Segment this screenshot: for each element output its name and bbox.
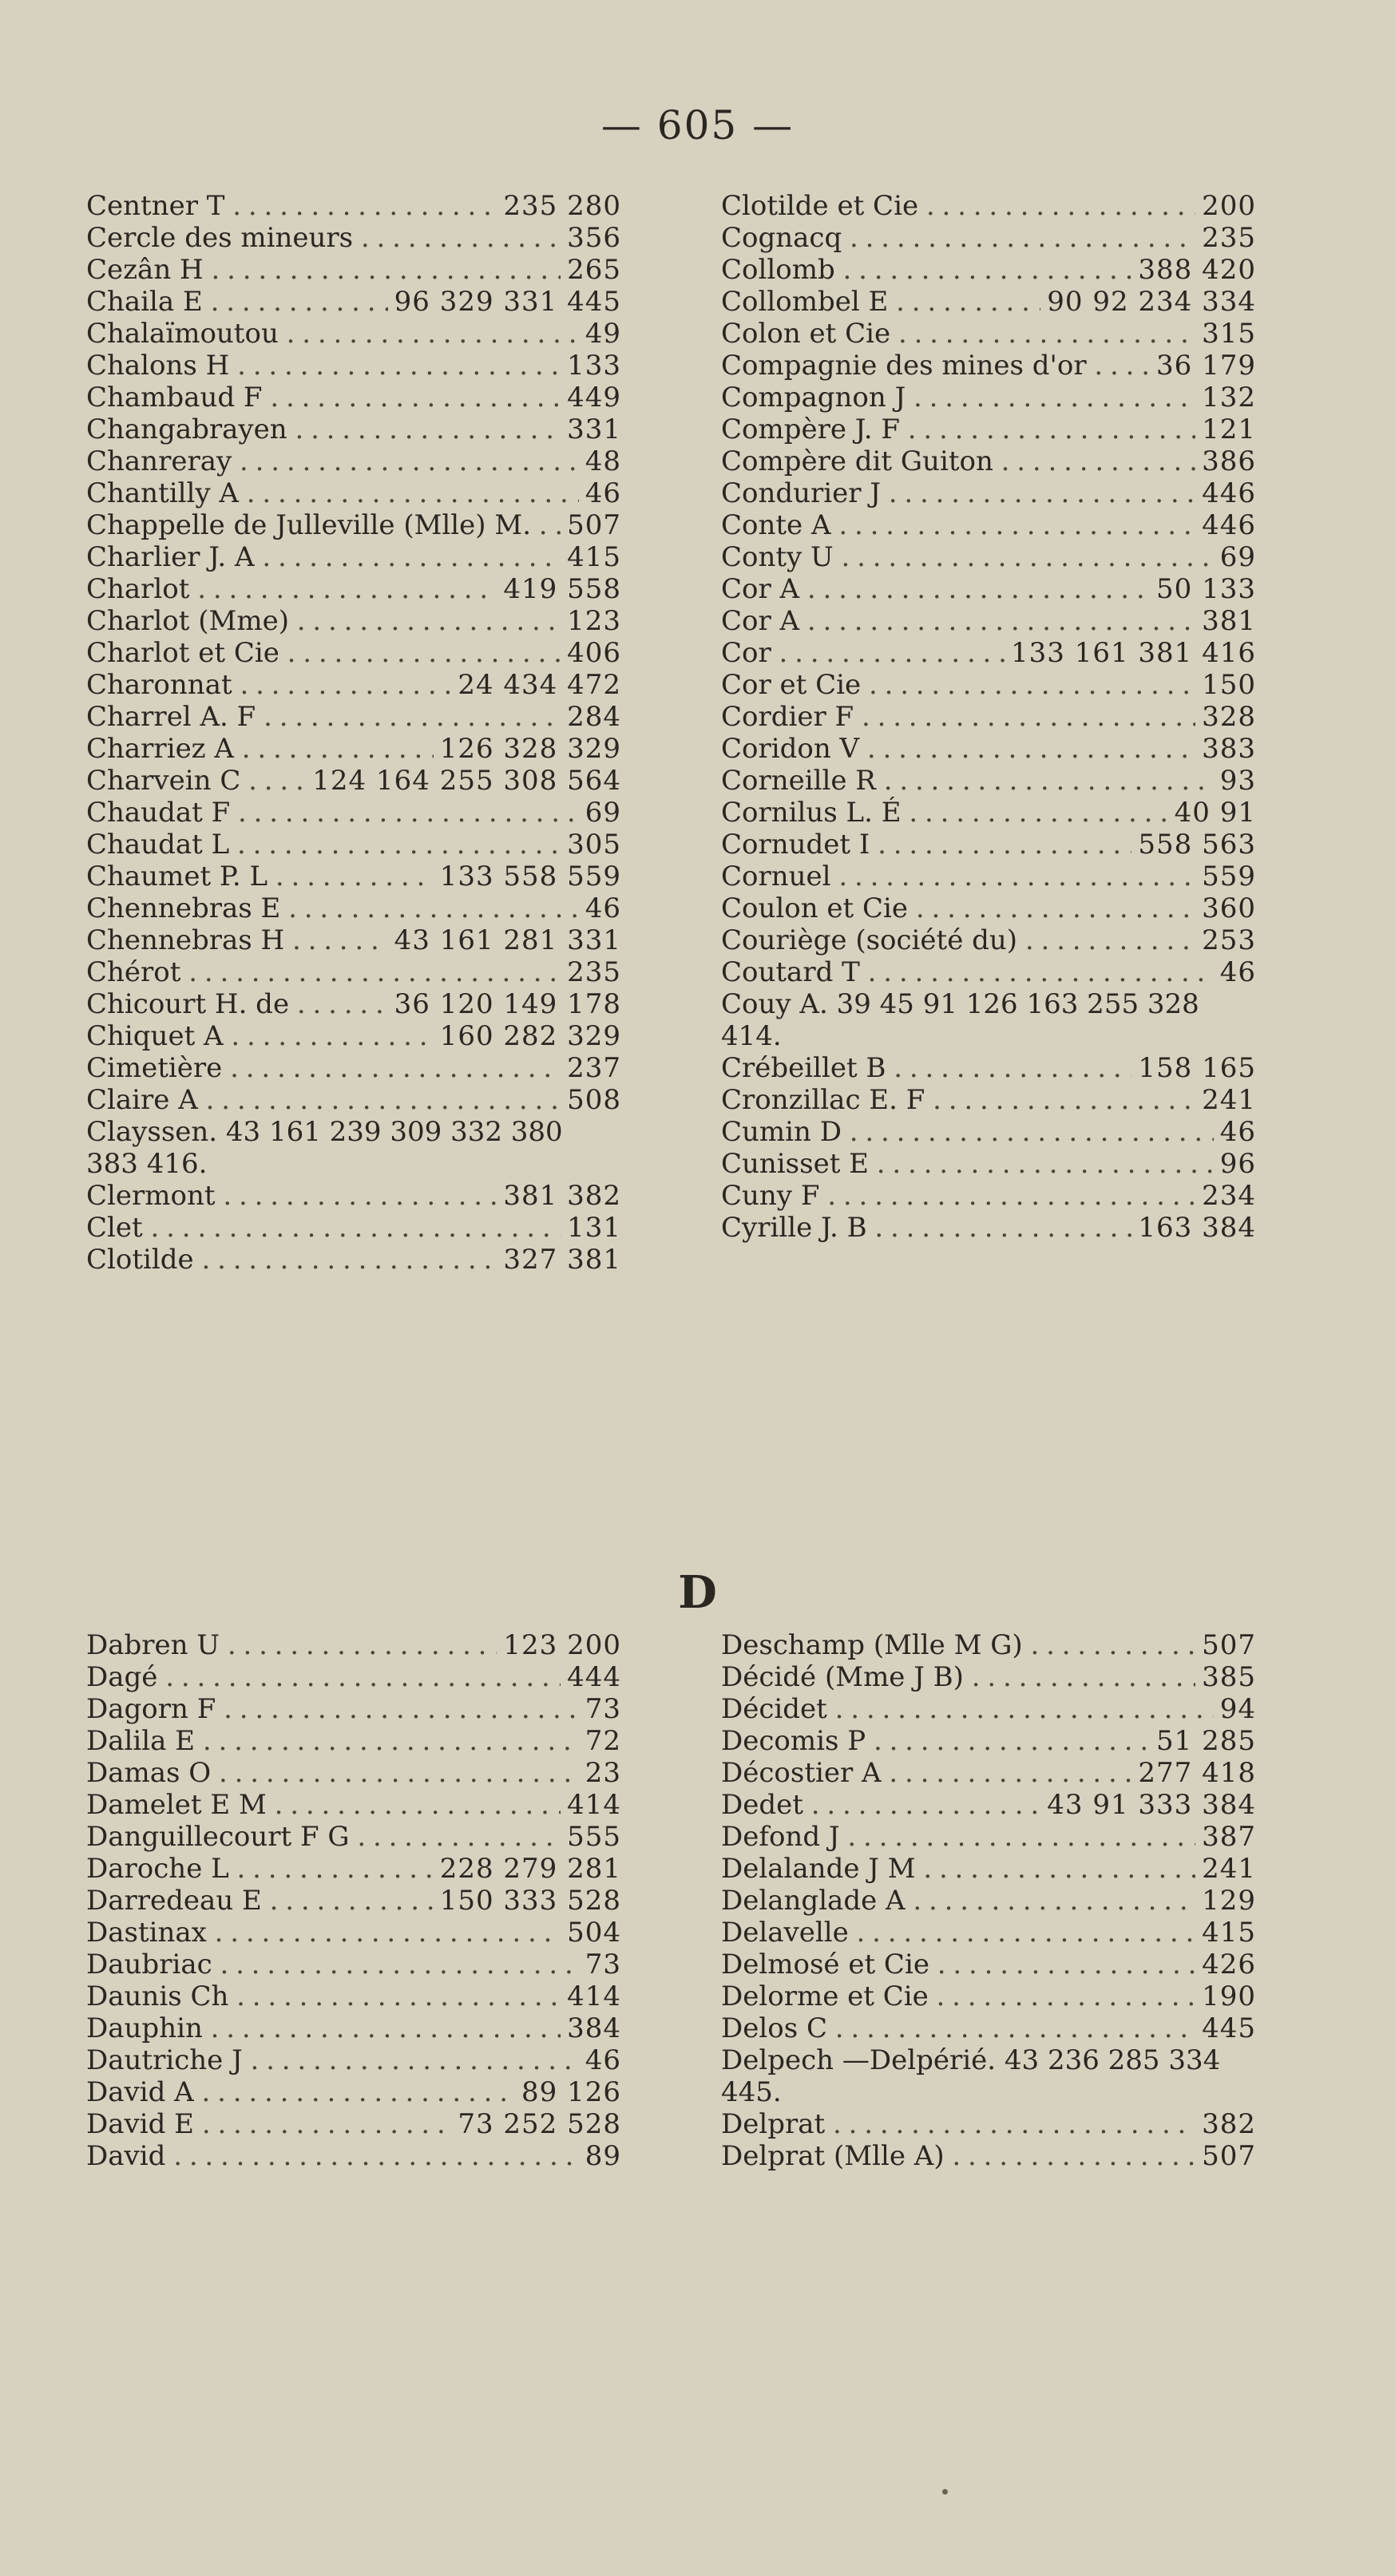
entry-page-refs: 265 [561,254,621,286]
index-entry [86,254,621,286]
entry-name: Dalila E . . . [86,1725,621,1757]
entry-page-refs: 133 161 381 416 [1005,637,1256,669]
index-entry [86,892,621,924]
entry-name: David E . . . [86,2108,621,2140]
entry-page-refs: 384 [561,2012,621,2044]
index-entry [721,2108,1256,2140]
index-entry [721,829,1256,861]
entry-page-refs: 90 92 234 334 [1040,286,1256,318]
entry-page-refs: 228 279 281 [434,1853,621,1885]
index-entry [86,286,621,318]
entry-name: Décostier A . . . [721,1757,1256,1789]
index-entry [721,573,1256,605]
index-entry [721,477,1256,509]
index-entry [86,1821,621,1853]
entry-name: Décidet . . . [721,1693,1256,1725]
entry-page-refs: 381 [1195,605,1256,637]
entry-page-refs: 558 563 [1131,829,1256,861]
index-entry [86,382,621,414]
entry-name: Cornilus L. É . . . [721,797,1256,829]
entry-name: Charrel A. F . . . [86,701,621,733]
entry-page-refs: 96 [1214,1148,1256,1180]
entry-page-refs: 43 161 281 331 [388,924,621,956]
index-entry [721,509,1256,541]
entry-page-refs: 24 434 472 [451,669,621,701]
entry-page-refs: 200 [1195,190,1256,222]
index-entry [86,509,621,541]
index-entry [86,1789,621,1821]
entry-page-refs: 94 [1214,1693,1256,1725]
index-entry [721,382,1256,414]
entry-name: Chaudat L . . . [86,829,621,861]
entry-page-refs: 89 126 [515,2076,621,2108]
index-entry [86,1725,621,1757]
entry-name: Coulon et Cie . . . [721,892,1256,924]
index-entry [721,988,1256,1052]
entry-page-refs: 36 179 [1150,350,1256,382]
entry-page-refs: 253 [1195,924,1256,956]
index-entry [86,861,621,892]
entry-name: Cuny F . . . [721,1180,1256,1212]
index-entry [86,1917,621,1949]
entry-name: Cronzillac E. F . . . [721,1084,1256,1116]
index-entry [86,797,621,829]
entry-name: Charlot (Mme) . . . [86,605,621,637]
entry-name: Couy A. 39 45 91 126 163 255 328 414. [721,988,1256,1052]
index-entry [86,477,621,509]
entry-page-refs: 72 [579,1725,621,1757]
entry-page-refs: 40 91 [1168,797,1256,829]
entry-name: Cor . . . [721,637,1256,669]
entry-name: Delos C . . . [721,2012,1256,2044]
entry-name: Cor A . . . [721,573,1256,605]
index-entry [721,1917,1256,1949]
entry-name: Conte A . . . [721,509,1256,541]
index-entry [721,892,1256,924]
index-column-c-right [721,190,1256,1244]
entry-page-refs: 507 [1195,2140,1256,2172]
entry-page-refs: 150 [1195,669,1256,701]
entry-page-refs: 388 420 [1131,254,1256,286]
index-entry [721,1084,1256,1116]
index-entry [86,669,621,701]
index-entry [86,1116,621,1180]
index-entry [86,573,621,605]
entry-name: Decomis P . . . [721,1725,1256,1757]
entry-name: Charlot et Cie . . . [86,637,621,669]
entry-name: Chappelle de Julleville (Mlle) M. . . . [86,509,621,541]
index-entry [721,637,1256,669]
entry-page-refs: 234 [1195,1180,1256,1212]
index-entry [721,445,1256,477]
entry-name: Clet . . . [86,1212,621,1244]
entry-name: Delprat (Mlle A) . . . [721,2140,1256,2172]
entry-page-refs: 414 [561,1789,621,1821]
index-entry [86,1052,621,1084]
entry-name: Delavelle . . . [721,1917,1256,1949]
entry-name: Chaila E . . . [86,286,621,318]
index-entry [86,350,621,382]
entry-name: Chennebras E . . . [86,892,621,924]
entry-page-refs: 150 333 528 [434,1885,621,1917]
index-entry [86,1084,621,1116]
entry-name: Cyrille J. B . . . [721,1212,1256,1244]
entry-name: Compagnie des mines d'or . . . [721,350,1256,382]
entry-page-refs: 387 [1195,1821,1256,1853]
entry-name: Chiquet A . . . [86,1020,621,1052]
entry-page-refs: 559 [1195,861,1256,892]
entry-name: Chaudat F . . . [86,797,621,829]
index-entry [721,286,1256,318]
index-entry [721,2044,1256,2108]
entry-name: Cunisset E . . . [721,1148,1256,1180]
entry-page-refs: 158 165 [1131,1052,1256,1084]
entry-name: Dautriche J . . . [86,2044,621,2076]
entry-name: Cumin D . . . [721,1116,1256,1148]
entry-name: Cognacq . . . [721,222,1256,254]
entry-page-refs: 23 [579,1757,621,1789]
entry-name: Charlier J. A . . . [86,541,621,573]
entry-page-refs: 381 382 [497,1180,621,1212]
entry-name: Chanreray . . . [86,445,621,477]
entry-page-refs: 132 [1195,382,1256,414]
entry-name: Chérot . . . [86,956,621,988]
entry-name: Darredeau E . . . [86,1885,621,1917]
entry-name: Clermont . . . [86,1180,621,1212]
entry-page-refs: 73 252 528 [451,2108,621,2140]
index-entry [86,1180,621,1212]
entry-name: Coutard T . . . [721,956,1256,988]
index-entry [86,414,621,445]
index-entry [86,1020,621,1052]
index-entry [721,669,1256,701]
entry-name: Chantilly A . . . [86,477,621,509]
entry-name: Couriège (société du) . . . [721,924,1256,956]
entry-name: Collomb . . . [721,254,1256,286]
entry-name: Chalons H . . . [86,350,621,382]
entry-page-refs: 446 [1195,477,1256,509]
index-entry [721,190,1256,222]
entry-page-refs: 46 [579,477,621,509]
entry-name: Clotilde . . . [86,1244,621,1276]
entry-name: Dauphin . . . [86,2012,621,2044]
entry-name: Delalande J M . . . [721,1853,1256,1885]
index-column-d-left [86,1629,621,2172]
entry-page-refs: 36 120 149 178 [388,988,621,1020]
entry-name: Chambaud F . . . [86,382,621,414]
entry-name: Colon et Cie . . . [721,318,1256,350]
entry-name: Dedet . . . [721,1789,1256,1821]
index-entry [86,318,621,350]
entry-name: Delpech —Delpérié. 43 236 285 334 445. [721,2044,1256,2108]
entry-page-refs: 124 164 255 308 564 [306,765,621,797]
index-entry [86,1757,621,1789]
entry-page-refs: 89 [579,2140,621,2172]
index-entry [721,1853,1256,1885]
entry-page-refs: 133 [561,350,621,382]
entry-page-refs: 48 [579,445,621,477]
index-entry [721,733,1256,765]
index-entry [721,1949,1256,1980]
index-entry [721,414,1256,445]
entry-page-refs: 449 [561,382,621,414]
ink-speck [942,2489,948,2495]
entry-page-refs: 331 [561,414,621,445]
entry-page-refs: 507 [1195,1629,1256,1661]
index-entry [721,956,1256,988]
index-entry [86,701,621,733]
entry-name: Cercle des mineurs . . . [86,222,621,254]
index-entry [86,1244,621,1276]
entry-page-refs: 46 [1214,956,1256,988]
index-column-d-right [721,1629,1256,2172]
index-entry [721,541,1256,573]
entry-page-refs: 382 [1195,2108,1256,2140]
entry-name: Damelet E M . . . [86,1789,621,1821]
entry-page-refs: 284 [561,701,621,733]
index-entry [86,445,621,477]
entry-page-refs: 235 [1195,222,1256,254]
entry-name: Cor A . . . [721,605,1256,637]
entry-name: Clotilde et Cie . . . [721,190,1256,222]
index-entry [721,1693,1256,1725]
entry-page-refs: 133 558 559 [434,861,621,892]
entry-page-refs: 163 384 [1131,1212,1256,1244]
entry-page-refs: 415 [1195,1917,1256,1949]
entry-name: Charriez A . . . [86,733,621,765]
entry-name: Dastinax . . . [86,1917,621,1949]
index-entry [86,765,621,797]
entry-page-refs: 69 [1214,541,1256,573]
entry-name: Delprat . . . [721,2108,1256,2140]
entry-page-refs: 46 [1214,1116,1256,1148]
index-entry [721,1661,1256,1693]
entry-page-refs: 241 [1195,1084,1256,1116]
entry-page-refs: 129 [1195,1885,1256,1917]
entry-page-refs: 508 [561,1084,621,1116]
index-entry [86,605,621,637]
entry-name: David A . . . [86,2076,621,2108]
index-entry [721,1789,1256,1821]
entry-name: Chennebras H . . . [86,924,621,956]
page-number: — 605 — [600,102,795,148]
entry-page-refs: 121 [1195,414,1256,445]
entry-name: David . . . [86,2140,621,2172]
entry-name: Defond J . . . [721,1821,1256,1853]
index-entry [86,1949,621,1980]
index-entry [721,1885,1256,1917]
index-entry [86,924,621,956]
entry-name: Chaumet P. L . . . [86,861,621,892]
entry-page-refs: 235 280 [497,190,621,222]
entry-name: Cezân H . . . [86,254,621,286]
index-entry [721,2140,1256,2172]
index-entry [86,2108,621,2140]
entry-page-refs: 73 [579,1693,621,1725]
entry-page-refs: 444 [561,1661,621,1693]
entry-page-refs: 131 [561,1212,621,1244]
entry-name: Daroche L . . . [86,1853,621,1885]
index-entry [86,2012,621,2044]
entry-page-refs: 305 [561,829,621,861]
entry-page-refs: 46 [579,892,621,924]
entry-name: Crébeillet B . . . [721,1052,1256,1084]
entry-name: Cordier F . . . [721,701,1256,733]
entry-page-refs: 406 [561,637,621,669]
entry-page-refs: 315 [1195,318,1256,350]
index-entry [721,1052,1256,1084]
entry-name: Centner T . . . [86,190,621,222]
entry-page-refs: 190 [1195,1980,1256,2012]
entry-page-refs: 123 [561,605,621,637]
entry-name: Cimetière . . . [86,1052,621,1084]
entry-page-refs: 385 [1195,1661,1256,1693]
index-entry [721,350,1256,382]
index-entry [721,605,1256,637]
entry-name: Daubriac . . . [86,1949,621,1980]
entry-page-refs: 73 [579,1949,621,1980]
index-entry [86,829,621,861]
entry-name: Compère J. F . . . [721,414,1256,445]
index-entry [86,1212,621,1244]
index-entry [86,1853,621,1885]
entry-name: Condurier J . . . [721,477,1256,509]
entry-page-refs: 126 328 329 [434,733,621,765]
index-entry [721,1148,1256,1180]
index-entry [86,637,621,669]
entry-page-refs: 96 329 331 445 [388,286,621,318]
entry-name: Changabrayen . . . [86,414,621,445]
index-entry [721,318,1256,350]
entry-name: Coridon V . . . [721,733,1256,765]
entry-page-refs: 360 [1195,892,1256,924]
entry-name: Compagnon J . . . [721,382,1256,414]
index-entry [721,1757,1256,1789]
index-entry [721,861,1256,892]
entry-page-refs: 241 [1195,1853,1256,1885]
entry-page-refs: 356 [561,222,621,254]
entry-name: Damas O . . . [86,1757,621,1789]
entry-name: Dagorn F . . . [86,1693,621,1725]
entry-page-refs: 93 [1214,765,1256,797]
section-letter-heading: D [678,1566,717,1619]
entry-name: Claire A . . . [86,1084,621,1116]
entry-name: Delmosé et Cie . . . [721,1949,1256,1980]
index-entry [86,2140,621,2172]
entry-name: Clayssen. 43 161 239 309 332 380 383 416. [86,1116,621,1180]
entry-name: Charlot . . . [86,573,621,605]
entry-name: Delorme et Cie . . . [721,1980,1256,2012]
entry-page-refs: 386 [1195,445,1256,477]
entry-page-refs: 49 [579,318,621,350]
entry-page-refs: 415 [561,541,621,573]
index-entry [721,222,1256,254]
index-entry [721,1180,1256,1212]
entry-page-refs: 504 [561,1917,621,1949]
entry-page-refs: 43 91 333 384 [1040,1789,1256,1821]
entry-page-refs: 555 [561,1821,621,1853]
entry-page-refs: 50 133 [1150,573,1256,605]
entry-name: Décidé (Mme J B) . . . [721,1661,1256,1693]
index-entry [721,1980,1256,2012]
entry-name: Collombel E . . . [721,286,1256,318]
index-entry [86,541,621,573]
entry-page-refs: 69 [579,797,621,829]
index-entry [86,190,621,222]
entry-page-refs: 419 558 [497,573,621,605]
index-entry [721,765,1256,797]
entry-name: Cor et Cie . . . [721,669,1256,701]
entry-name: Charonnat . . . [86,669,621,701]
index-entry [86,1693,621,1725]
entry-page-refs: 160 282 329 [434,1020,621,1052]
index-entry [86,1980,621,2012]
entry-name: Daunis Ch . . . [86,1980,621,2012]
entry-name: Delanglade A . . . [721,1885,1256,1917]
entry-name: Chicourt H. de . . . [86,988,621,1020]
index-entry [86,733,621,765]
index-entry [86,2044,621,2076]
entry-name: Corneille R . . . [721,765,1256,797]
entry-name: Compère dit Guiton . . . [721,445,1256,477]
entry-page-refs: 383 [1195,733,1256,765]
index-entry [86,1661,621,1693]
entry-name: Danguillecourt F G . . . [86,1821,621,1853]
index-entry [721,1629,1256,1661]
entry-page-refs: 327 381 [497,1244,621,1276]
index-entry [86,988,621,1020]
entry-page-refs: 328 [1195,701,1256,733]
index-entry [721,1821,1256,1853]
entry-page-refs: 446 [1195,509,1256,541]
entry-name: Charvein C . . . [86,765,621,797]
entry-page-refs: 237 [561,1052,621,1084]
index-entry [721,1725,1256,1757]
index-entry [721,1212,1256,1244]
index-entry [721,924,1256,956]
entry-name: Dagé . . . [86,1661,621,1693]
index-entry [86,2076,621,2108]
index-entry [86,1885,621,1917]
entry-name: Dabren U . . . [86,1629,621,1661]
entry-name: Conty U . . . [721,541,1256,573]
index-column-c-left [86,190,621,1276]
entry-page-refs: 235 [561,956,621,988]
entry-name: Chalaïmoutou . . . [86,318,621,350]
entry-name: Cornudet I . . . [721,829,1256,861]
index-entry [721,2012,1256,2044]
entry-name: Cornuel . . . [721,861,1256,892]
index-entry [86,222,621,254]
entry-page-refs: 46 [579,2044,621,2076]
entry-page-refs: 445 [1195,2012,1256,2044]
index-entry [86,956,621,988]
index-entry [721,1116,1256,1148]
index-entry [721,701,1256,733]
entry-page-refs: 414 [561,1980,621,2012]
entry-page-refs: 123 200 [497,1629,621,1661]
entry-page-refs: 426 [1195,1949,1256,1980]
index-entry [721,254,1256,286]
entry-page-refs: 51 285 [1150,1725,1256,1757]
entry-page-refs: 277 418 [1131,1757,1256,1789]
index-entry [721,797,1256,829]
entry-page-refs: 507 [561,509,621,541]
index-entry [86,1629,621,1661]
entry-name: Deschamp (Mlle M G) . . . [721,1629,1256,1661]
